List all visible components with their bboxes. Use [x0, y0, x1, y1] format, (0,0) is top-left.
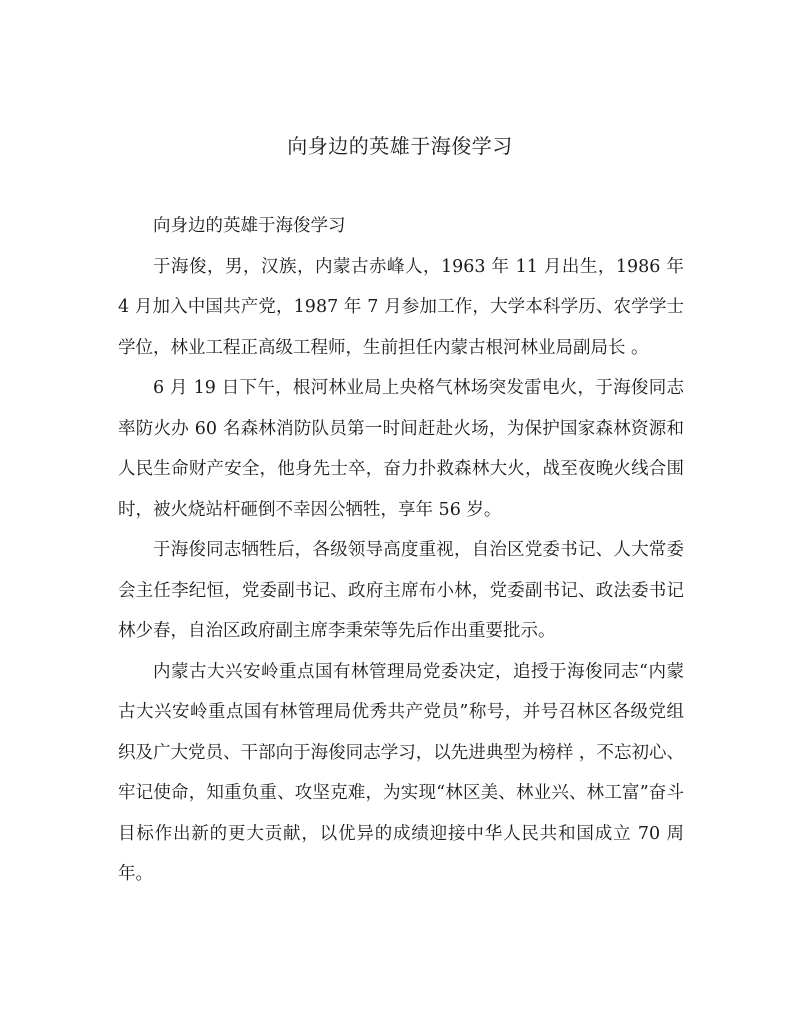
document-subtitle: 向身边的英雄于海俊学习 [153, 216, 346, 236]
document-title: 向身边的英雄于海俊学习 [287, 134, 513, 158]
paragraph-biography: 于海俊，男，汉族，内蒙古赤峰人，1963 年 11 月出生，1986 年 4 月加入中国共产党，1987 年 7 月参加工作，大学本科学历、农学学士学位，林业工程正高级工程师，生前担任内蒙古根河林业局副局长 。 [118, 256, 684, 358]
document-body [118, 206, 684, 895]
paragraph-fire-event: 6 月 19 日下午，根河林业局上央格气林场突发雷电火，于海俊同志率防火办 60 名森林消防队员第一时间赶赴火场，为保护国家森林资源和人民生命财产安全，他身先士卒，奋力扑救森林大火，战至夜晚火线合围时，被火烧站杆砸倒不幸因公牺牲，享年 56 岁。 [118, 378, 684, 520]
paragraph-leadership-response: 于海俊同志牺牲后，各级领导高度重视，自治区党委书记、人大常委会主任李纪恒，党委副书记、政府主席布小林，党委副书记、政法委书记林少春，自治区政府副主席李秉荣等先后作出重要批示。 [118, 540, 684, 641]
paragraph-party-decision: 内蒙古大兴安岭重点国有林管理局党委决定，追授于海俊同志“内蒙古大兴安岭重点国有林管理局优秀共产党员”称号，并号召林区各级党组织及广大党员、干部向于海俊同志学习，以先进典型为榜样 ，不忘初心、牢记使命，知重负重、攻坚克难，为实现“林区美、林业兴、林工富”奋斗目标作出新的更大贡献，以优异的成绩迎接中华人民共和国成立 70 周年。 [118, 661, 684, 884]
